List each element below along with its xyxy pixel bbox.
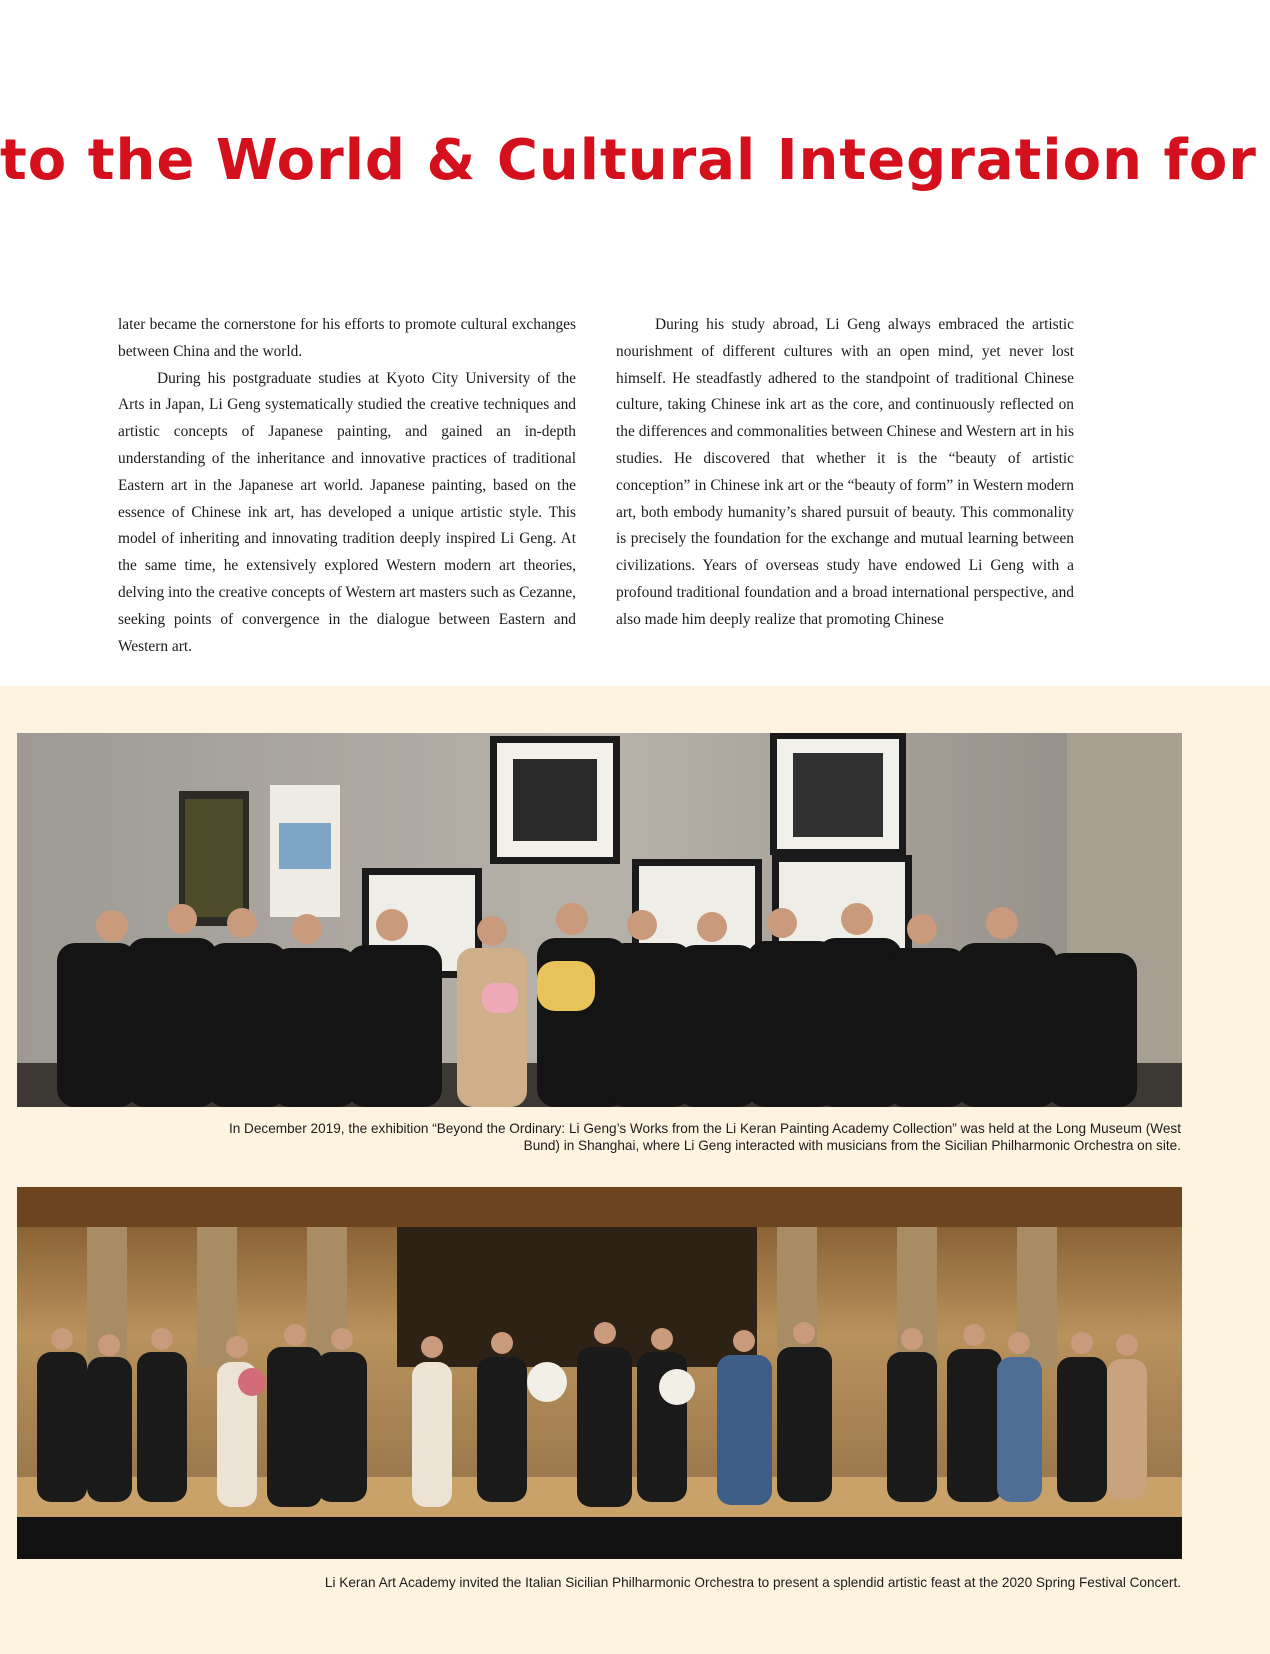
- exhibition-photo-caption: [229, 1120, 1181, 1154]
- concert-stage-photo: [17, 1187, 1182, 1559]
- right-paragraph-1: During his study abroad, Li Geng always embraced the artistic nourishment of different cultures with an open mind, yet never lost himself. He steadfastly adhered to the standpoint of traditional Chinese culture, taking Chinese ink art as the core, and continuously reflected on the differences and commonalities between Chinese and Western art in his studies. He discovered that whether it is the “beauty of artistic conception” in Chinese ink art or the “beauty of form” in Western modern art, both embody humanity’s shared pursuit of beauty. This commonality is precisely the foundation for the exchange and mutual learning between civilizations. Years of overseas study have endowed Li Geng with a profound traditional foundation and a broad international perspective, and also made him deeply realize that promoting Chinese: [616, 316, 1074, 628]
- concert-photo-caption: [325, 1574, 1181, 1591]
- left-paragraph-2: During his postgraduate studies at Kyoto City University of the Arts in Japan, Li Geng systematically studied the creative techniques and artistic concepts of Japanese painting, and gained an in-depth understanding of the inheritance and innovative practices of traditional Eastern art in the Japanese art world. Japanese painting, based on the essence of Chinese ink art, has developed a unique artistic style. This model of inheriting and innovating tradition deeply inspired Li Geng. At the same time, he extensively explored Western modern art theories, delving into the creative concepts of Western art masters such as Cezanne, seeking points of convergence in the dialogue between Eastern and Western art.: [118, 369, 576, 655]
- left-paragraph-1: later became the cornerstone for his efforts to promote cultural exchanges between China and the world.: [118, 316, 576, 360]
- left-text-column: [118, 312, 576, 660]
- exhibition-caption-line-2: Bund) in Shanghai, where Li Geng interacted with musicians from the Sicilian Philharmonic Orchestra on site.: [523, 1138, 1181, 1153]
- concert-caption-line-1: Li Keran Art Academy invited the Italian Sicilian Philharmonic Orchestra to present a splendid artistic feast at the 2020 Spring Festival Concert.: [324, 1575, 1181, 1590]
- headline: to the World & Cultural Integration for: [0, 128, 1257, 193]
- exhibition-caption-line-1: In December 2019, the exhibition “Beyond the Ordinary: Li Geng’s Works from the Li Keran Painting Academy Collection” was held at the Long Museum (West: [228, 1121, 1181, 1136]
- exhibition-group-photo: [17, 733, 1182, 1107]
- right-text-column: [616, 312, 1074, 634]
